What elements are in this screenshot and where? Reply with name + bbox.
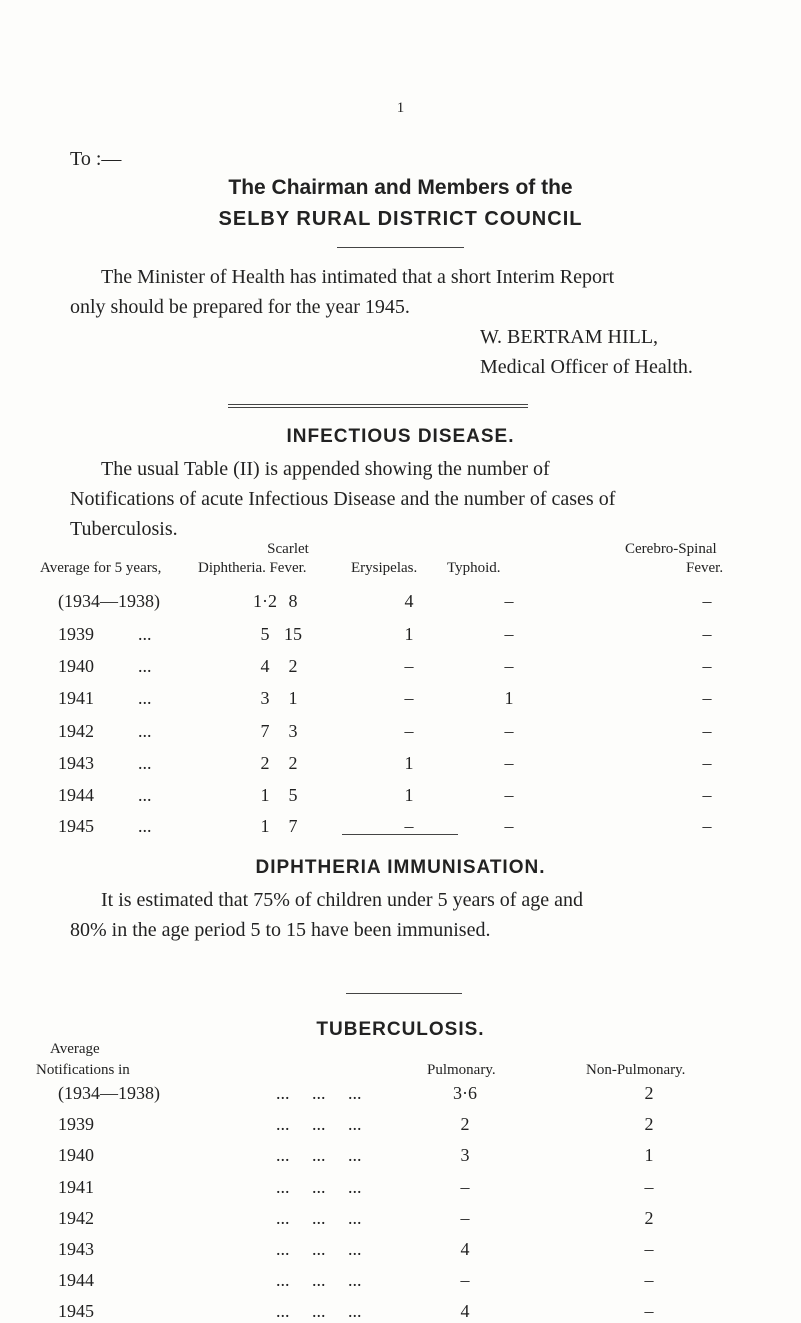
infectious-cell-diph: 1·2 [253,591,277,611]
infectious-cell-cereb: – [702,624,712,644]
leader-dots: ... [138,816,152,836]
tuberculosis-row-year: 1939 [58,1114,94,1134]
header-typhoid: Typhoid. [447,560,501,576]
page-number: 1 [396,100,405,116]
divider [342,834,458,835]
infectious-text-line-1: The usual Table (II) is appended showing the number of [101,458,550,480]
infectious-row-year: 1945 [58,816,94,836]
tuberculosis-row-year: 1944 [58,1270,94,1290]
infectious-row-year: 1942 [58,721,94,741]
header-erysipelas: Erysipelas. [351,560,418,576]
tuberculosis-cell-pulmonary: 3 [460,1145,470,1165]
tuberculosis-cell-non-pulmonary: 1 [644,1145,654,1165]
infectious-cell-erys: 1 [404,785,414,805]
infectious-cell-scarlet: 2 [288,656,298,676]
infectious-cell-erys: – [404,656,414,676]
infectious-cell-diph: 7 [260,721,270,741]
infectious-cell-erys: – [404,688,414,708]
tuberculosis-cell-non-pulmonary: – [644,1177,654,1197]
infectious-row-year: 1943 [58,753,94,773]
infectious-cell-cereb: – [702,816,712,836]
divider [346,993,462,994]
infectious-cell-diph: 3 [260,688,270,708]
tuberculosis-row-year: 1945 [58,1301,94,1321]
header-cerebro-fever: Fever. [686,560,724,576]
intro-line-1: The Minister of Health has intimated that a short Interim Report [101,266,615,288]
infectious-row-year: 1941 [58,688,94,708]
infectious-cell-diph: 5 [260,624,270,644]
leader-dots: ... [138,688,152,708]
tuberculosis-row-year: 1941 [58,1177,94,1197]
to-line: To :— [70,148,122,170]
tuberculosis-title: TUBERCULOSIS. [316,1019,485,1040]
infectious-row-year: 1940 [58,656,94,676]
header-notifications-in: Notifications in [36,1062,130,1078]
infectious-cell-cereb: – [702,656,712,676]
infectious-cell-scarlet: 2 [288,753,298,773]
leader-dots: ... ... ... [276,1270,362,1290]
leader-dots: ... [138,753,152,773]
header-scarlet: Scarlet [267,541,309,557]
infectious-row-year: 1939 [58,624,94,644]
header-average: Average [50,1041,100,1057]
tuberculosis-cell-pulmonary: 4 [460,1239,470,1259]
infectious-cell-diph: 1 [260,816,270,836]
header-average: Average for 5 years, [40,560,162,576]
tuberculosis-row-year: (1934—1938) [58,1083,160,1103]
immunisation-text-line-2: 80% in the age period 5 to 15 have been immunised. [70,919,491,941]
infectious-cell-cereb: – [702,688,712,708]
infectious-cell-scarlet: 1 [288,688,298,708]
intro-line-2: only should be prepared for the year 1945. [70,296,410,318]
tuberculosis-cell-pulmonary: 4 [460,1301,470,1321]
tuberculosis-row-year: 1940 [58,1145,94,1165]
tuberculosis-cell-non-pulmonary: 2 [644,1208,654,1228]
header-diphtheria: Diphtheria. [198,560,266,576]
infectious-cell-erys: 4 [404,591,414,611]
infectious-cell-typh: – [504,753,514,773]
infectious-cell-typh: – [504,816,514,836]
leader-dots: ... ... ... [276,1301,362,1321]
infectious-cell-erys: 1 [404,753,414,773]
leader-dots: ... ... ... [276,1239,362,1259]
tuberculosis-cell-non-pulmonary: – [644,1301,654,1321]
tuberculosis-cell-pulmonary: – [460,1270,470,1290]
tuberculosis-row-year: 1942 [58,1208,94,1228]
infectious-cell-typh: – [504,785,514,805]
infectious-cell-cereb: – [702,721,712,741]
infectious-cell-typh: – [504,591,514,611]
infectious-cell-scarlet: 5 [288,785,298,805]
infectious-cell-typh: – [504,656,514,676]
header-pulmonary: Pulmonary. [427,1062,496,1078]
double-rule-top [228,404,528,405]
infectious-cell-cereb: – [702,785,712,805]
tuberculosis-cell-non-pulmonary: – [644,1270,654,1290]
infectious-cell-typh: – [504,721,514,741]
signature-title: Medical Officer of Health. [480,356,693,378]
infectious-cell-scarlet: 7 [288,816,298,836]
tuberculosis-cell-pulmonary: 3·6 [453,1083,477,1103]
infectious-row-year: 1944 [58,785,94,805]
infectious-cell-scarlet: 15 [284,624,302,644]
signature-name: W. BERTRAM HILL, [480,326,659,348]
header-cerebro-spinal: Cerebro-Spinal [625,541,717,557]
infectious-cell-erys: 1 [404,624,414,644]
infectious-cell-diph: 1 [260,785,270,805]
double-rule-bottom [228,407,528,408]
tuberculosis-cell-non-pulmonary: 2 [644,1083,654,1103]
infectious-cell-cereb: – [702,753,712,773]
tuberculosis-cell-non-pulmonary: 2 [644,1114,654,1134]
infectious-cell-typh: – [504,624,514,644]
tuberculosis-cell-pulmonary: 2 [460,1114,470,1134]
infectious-cell-erys: – [404,721,414,741]
addressee-line-1: The Chairman and Members of the [228,176,573,199]
infectious-cell-scarlet: 8 [288,591,298,611]
header-scarlet-fever: Fever. [269,560,307,576]
tuberculosis-cell-pulmonary: – [460,1177,470,1197]
infectious-text-line-2: Notifications of acute Infectious Disease and the number of cases of [70,488,616,510]
leader-dots: ... ... ... [276,1177,362,1197]
leader-dots: ... [138,656,152,676]
infectious-cell-diph: 4 [260,656,270,676]
infectious-cell-diph: 2 [260,753,270,773]
divider [337,247,464,248]
infectious-disease-title: INFECTIOUS DISEASE. [286,426,515,447]
tuberculosis-row-year: 1943 [58,1239,94,1259]
leader-dots: ... [138,785,152,805]
infectious-cell-scarlet: 3 [288,721,298,741]
leader-dots: ... ... ... [276,1114,362,1134]
leader-dots: ... ... ... [276,1208,362,1228]
infectious-cell-cereb: – [702,591,712,611]
header-non-pulmonary: Non-Pulmonary. [586,1062,686,1078]
leader-dots: ... [138,624,152,644]
leader-dots: ... ... ... [276,1145,362,1165]
immunisation-title: DIPHTHERIA IMMUNISATION. [255,857,546,878]
infectious-text-line-3: Tuberculosis. [70,518,178,540]
infectious-cell-erys: – [404,816,414,836]
tuberculosis-cell-pulmonary: – [460,1208,470,1228]
immunisation-text-line-1: It is estimated that 75% of children under 5 years of age and [101,889,584,911]
tuberculosis-cell-non-pulmonary: – [644,1239,654,1259]
infectious-row-year: (1934—1938) [58,591,160,611]
addressee-line-2: SELBY RURAL DISTRICT COUNCIL [218,208,583,230]
infectious-cell-typh: 1 [504,688,514,708]
leader-dots: ... [138,721,152,741]
leader-dots: ... ... ... [276,1083,362,1103]
